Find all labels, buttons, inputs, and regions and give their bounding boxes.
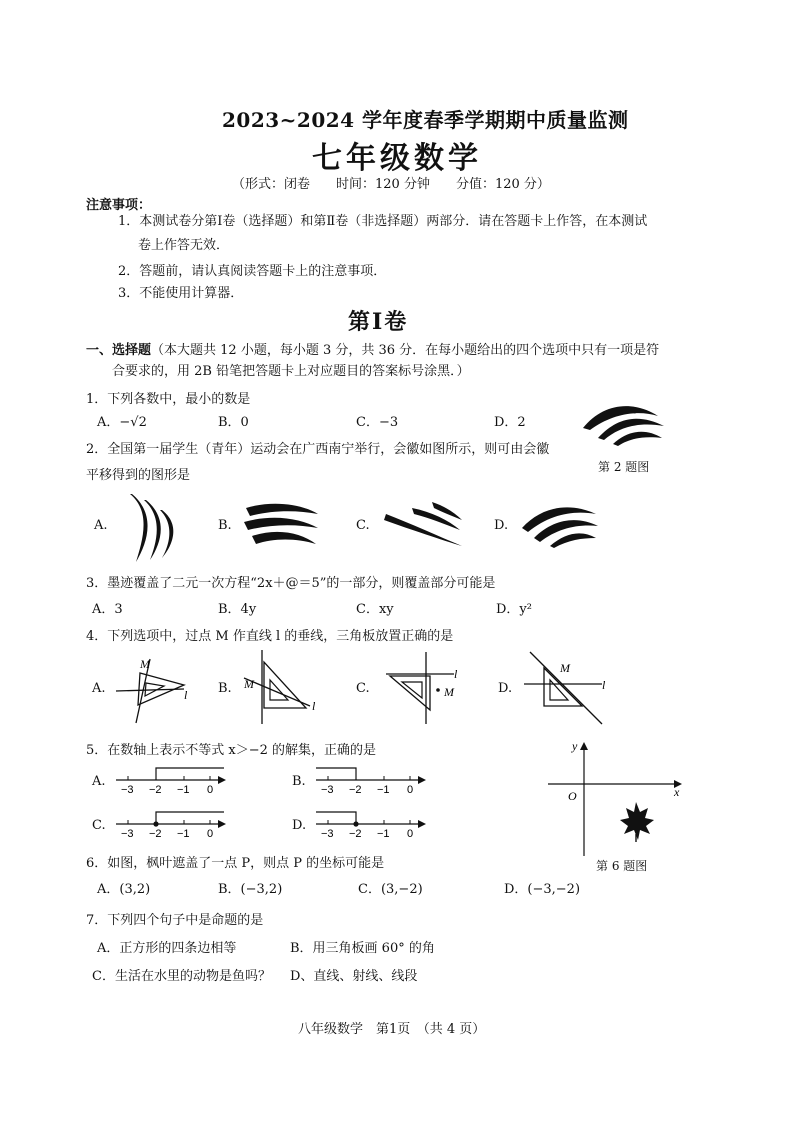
section-heading xyxy=(86,339,659,358)
note-item-1-cont: 卷上作答无效． xyxy=(138,238,230,253)
q2-option-a: A. xyxy=(94,518,108,533)
notes-heading: 注意事项： xyxy=(86,198,152,213)
q5-option-a: A. xyxy=(92,774,106,789)
svg-text:M: M xyxy=(560,661,570,675)
tick-label: −1 xyxy=(177,828,190,840)
q6-option-c: C．(3,−2) xyxy=(358,882,423,897)
note-item-1: 1．本测试卷分第Ⅰ卷（选择题）和第Ⅱ卷（非选择题）两部分．请在答题卡上作答，在本测试 xyxy=(118,214,648,229)
q5-stem: 5．在数轴上表示不等式 x＞−2 的解集，正确的是 xyxy=(86,743,377,758)
exam-info: （形式：闭卷 时间：120 分钟 分值：120 分） xyxy=(232,177,550,192)
tick-label: 0 xyxy=(407,784,414,796)
tick-label: 0 xyxy=(207,784,214,796)
q2-option-d: D. xyxy=(494,518,509,533)
tick-label: −1 xyxy=(377,828,390,840)
svg-text:l: l xyxy=(602,678,606,692)
q7-option-b: B．用三角板画 60° 的角 xyxy=(290,941,435,956)
svg-text:M: M xyxy=(140,657,150,671)
tick-label: 0 xyxy=(407,828,414,840)
q6-stem: 6．如图，枫叶遮盖了一点 P，则点 P 的坐标可能是 xyxy=(86,856,385,871)
tick-label: −3 xyxy=(121,784,134,796)
tick-label: −1 xyxy=(377,784,390,796)
q1-option-d: D．2 xyxy=(494,415,526,430)
note-item-3: 3．不能使用计算器． xyxy=(118,286,244,301)
q6-option-d: D．(−3,−2) xyxy=(504,882,581,897)
svg-text:M: M xyxy=(244,677,254,691)
q4-option-b-figure xyxy=(240,648,320,726)
q3-option-a: A．3 xyxy=(92,602,123,617)
tick-label: −3 xyxy=(321,784,334,796)
q3-option-c: C．xy xyxy=(356,602,394,617)
tick-label: −2 xyxy=(349,828,362,840)
q6-x-label: x xyxy=(674,785,680,799)
q1-option-c: C．−3 xyxy=(356,415,399,430)
tick-label: −1 xyxy=(177,784,190,796)
q6-y-label: y xyxy=(572,739,578,753)
q2-option-a-figure xyxy=(122,492,182,564)
q2-stem-2: 平移得到的图形是 xyxy=(86,468,191,483)
q7-option-c: C．生活在水里的动物是鱼吗？ xyxy=(92,969,271,984)
section-desc: （本大题共 12 小题，每小题 3 分，共 36 分．在每小题给出的四个选项中只有一项是符 xyxy=(151,343,660,358)
page-footer: 八年级数学 第1页 （共 4 页） xyxy=(298,1022,486,1037)
q3-stem: 3．墨迹覆盖了二元一次方程“2x＋@＝5”的一部分，则覆盖部分可能是 xyxy=(86,576,496,591)
q6-option-a: A．(3,2) xyxy=(97,882,151,897)
q4-option-c-figure xyxy=(382,650,466,726)
tick-label: −2 xyxy=(149,784,162,796)
note-item-2: 2．答题前，请认真阅读答题卡上的注意事项． xyxy=(118,264,387,279)
section-label: 一、选择题 xyxy=(86,343,152,358)
q4-option-b: B. xyxy=(218,681,232,696)
q5-option-b-numberline xyxy=(312,760,432,794)
q2-stem-1: 2．全国第一届学生（青年）运动会在广西南宁举行，会徽如图所示，则可由会徽 xyxy=(86,442,550,457)
q7-option-d: D、直线、射线、线段 xyxy=(290,969,418,984)
q1-option-a: A．−√2 xyxy=(97,415,147,430)
q2-fig-label: 第 2 题图 xyxy=(598,460,650,474)
q4-option-a: A. xyxy=(92,681,106,696)
tick-label: −2 xyxy=(349,784,362,796)
q2-option-c: C. xyxy=(356,518,370,533)
volume-title: 第Ⅰ卷 xyxy=(348,309,409,335)
q7-option-a: A．正方形的四条边相等 xyxy=(97,941,237,956)
q5-option-c: C. xyxy=(92,818,106,833)
tick-label: −3 xyxy=(321,828,334,840)
q2-option-b-figure xyxy=(242,500,322,550)
q5-option-b: B. xyxy=(292,774,306,789)
svg-text:l: l xyxy=(184,688,188,702)
exam-title: 2023~2024 学年度春季学期期中质量监测 xyxy=(222,108,629,132)
q4-option-d-figure xyxy=(520,650,610,726)
q3-option-d: D．y² xyxy=(496,602,532,617)
tick-label: −2 xyxy=(149,828,162,840)
q5-option-a-numberline xyxy=(112,760,232,794)
maple-leaf-icon xyxy=(620,802,654,840)
q1-option-b: B．0 xyxy=(218,415,249,430)
subject-title: 七年级数学 xyxy=(312,141,482,176)
q1-stem: 1．下列各数中，最小的数是 xyxy=(86,392,251,407)
svg-text:l: l xyxy=(454,667,458,681)
q7-stem: 7．下列四个句子中是命题的是 xyxy=(86,913,264,928)
q5-option-d: D. xyxy=(292,818,307,833)
tick-label: −3 xyxy=(121,828,134,840)
q4-option-d: D. xyxy=(498,681,513,696)
q2-option-c-figure xyxy=(382,500,464,548)
q3-option-b: B．4y xyxy=(218,602,257,617)
q6-fig-label: 第 6 题图 xyxy=(596,859,648,873)
q6-origin-label: O xyxy=(568,789,577,803)
tick-label: 0 xyxy=(207,828,214,840)
q5-option-c-numberline xyxy=(112,804,232,838)
q6-option-b: B．(−3,2) xyxy=(218,882,283,897)
svg-text:M: M xyxy=(444,685,454,699)
q4-stem: 4．下列选项中，过点 M 作直线 l 的垂线，三角板放置正确的是 xyxy=(86,629,454,644)
svg-text:l: l xyxy=(312,699,316,713)
q4-option-c: C. xyxy=(356,681,370,696)
q2-option-b: B. xyxy=(218,518,232,533)
q2-option-d-figure xyxy=(518,498,600,548)
q6-figure xyxy=(548,738,688,858)
q4-option-a-figure xyxy=(112,655,192,725)
q5-option-d-numberline xyxy=(312,804,432,838)
q2-emblem-figure xyxy=(578,398,668,448)
section-desc-2: 合要求的，用 2B 铅笔把答题卡上对应题目的答案标号涂黑．） xyxy=(112,364,470,379)
